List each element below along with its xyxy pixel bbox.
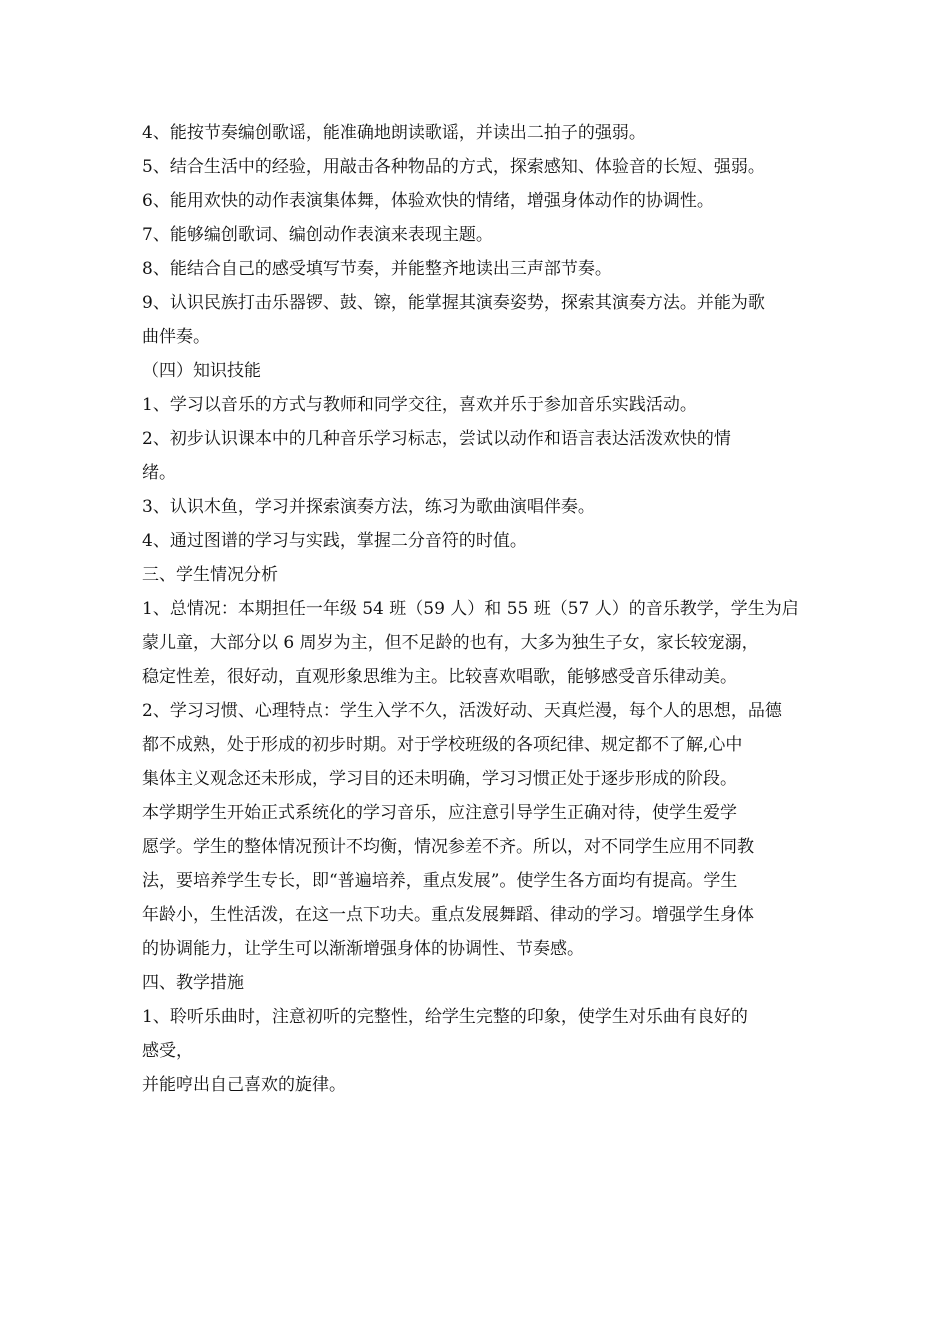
text-line: 1、聆听乐曲时，注意初听的完整性，给学生完整的印象，使学生对乐曲有良好的	[142, 1007, 748, 1027]
text-line: 9、认识民族打击乐器锣、鼓、镲，能掌握其演奏姿势，探索其演奏方法。并能为歌	[142, 293, 765, 313]
document-body	[142, 116, 822, 1102]
text-line: 1、学习以音乐的方式与教师和同学交往，喜欢并乐于参加音乐实践活动。	[142, 395, 697, 415]
text-line: 感受，	[142, 1041, 193, 1061]
text-line: 愿学。学生的整体情况预计不均衡，情况参差不齐。所以，对不同学生应用不同教	[142, 837, 754, 857]
text-line: 7、能够编创歌词、编创动作表演来表现主题。	[142, 225, 493, 245]
text-line: 4、通过图谱的学习与实践，掌握二分音符的时值。	[142, 531, 527, 551]
text-line: 4、能按节奏编创歌谣，能准确地朗读歌谣，并读出二拍子的强弱。	[142, 123, 646, 143]
text-line: 年龄小，生性活泼，在这一点下功夫。重点发展舞蹈、律动的学习。增强学生身体	[142, 905, 754, 925]
section-heading: 四、教学措施	[142, 973, 244, 993]
text-line: 并能哼出自己喜欢的旋律。	[142, 1075, 346, 1095]
text-line: 本学期学生开始正式系统化的学习音乐，应注意引导学生正确对待，使学生爱学	[142, 803, 737, 823]
text-line: 曲伴奏。	[142, 327, 210, 347]
text-line: 6、能用欢快的动作表演集体舞，体验欢快的情绪，增强身体动作的协调性。	[142, 191, 714, 211]
text-line: 1、总情况：本期担任一年级 54 班（59 人）和 55 班（57 人）的音乐教学，学生为启	[142, 599, 799, 619]
text-line: 蒙儿童，大部分以 6 周岁为主，但不足龄的也有，大多为独生子女，家长较宠溺，	[142, 633, 759, 653]
section-heading: （四）知识技能	[142, 361, 261, 381]
text-line: 2、初步认识课本中的几种音乐学习标志，尝试以动作和语言表达活泼欢快的情	[142, 429, 731, 449]
text-line: 8、能结合自己的感受填写节奏，并能整齐地读出三声部节奏。	[142, 259, 612, 279]
text-line: 的协调能力，让学生可以渐渐增强身体的协调性、节奏感。	[142, 939, 584, 959]
text-line: 2、学习习惯、心理特点：学生入学不久，活泼好动、天真烂漫，每个人的思想，品德	[142, 701, 782, 721]
section-heading: 三、学生情况分析	[142, 565, 278, 585]
text-line: 集体主义观念还未形成，学习目的还未明确，学习习惯正处于逐步形成的阶段。	[142, 769, 737, 789]
text-line: 法，要培养学生专长，即“普遍培养，重点发展”。使学生各方面均有提高。学生	[142, 871, 738, 891]
text-line: 稳定性差，很好动，直观形象思维为主。比较喜欢唱歌，能够感受音乐律动美。	[142, 667, 737, 687]
text-line: 5、结合生活中的经验，用敲击各种物品的方式，探索感知、体验音的长短、强弱。	[142, 157, 765, 177]
text-line: 都不成熟，处于形成的初步时期。对于学校班级的各项纪律、规定都不了解,心中	[142, 735, 743, 755]
text-line: 3、认识木鱼，学习并探索演奏方法，练习为歌曲演唱伴奏。	[142, 497, 595, 517]
text-line: 绪。	[142, 463, 176, 483]
